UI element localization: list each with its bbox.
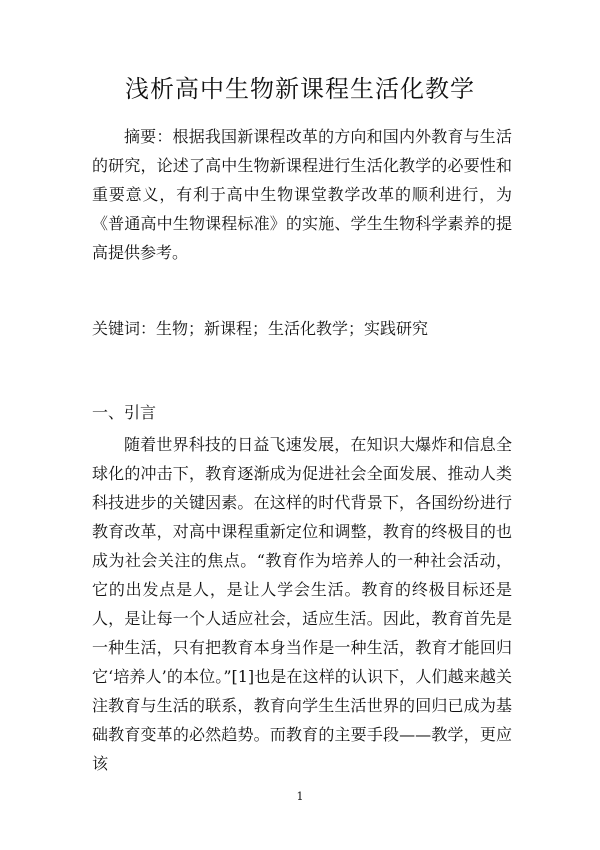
keywords-line: 关键词：生物；新课程；生活化教学；实践研究 bbox=[92, 319, 429, 338]
paper-title: 浅析高中生物新课程生活化教学 bbox=[125, 75, 475, 103]
abstract-paragraph: 摘要：根据我国新课程改革的方向和国内外教育与生活的研究，论述了高中生物新课程进行生活化教学的必要性和重要意义，有利于高中生物课堂教学改革的顺利进行，为《普通高中生物课程标准》的实施、学生生物科学素养的提高提供参考。 bbox=[92, 127, 512, 262]
page-number: 1 bbox=[296, 790, 304, 803]
section-heading: 一、引言 bbox=[92, 403, 157, 422]
intro-paragraph: 随着世界科技的日益飞速发展，在知识大爆炸和信息全球化的冲击下，教育逐渐成为促进社会全面发展、推动人类科技进步的关键因素。在这样的时代背景下，各国纷纷进行教育改革，对高中课程重新定位和调整，教育的终极目的也成为社会关注的焦点。“教育作为培养人的一种社会活动，它的出发点是人，是让人学会生活。教育的终极目标还是人，是让每一个人适应社会，适应生活。因此，教育首先是一种生活，只有把教育本身当作是一种生活，教育才能回归它‘培养人’的本位。”[1]也是在这样的认识下，人们越来越关注教育与生活的联系，教育向学生生活世界的回归已成为基础教育变革的必然趋势。而教育的主要手段——教学，更应该 bbox=[92, 435, 512, 773]
